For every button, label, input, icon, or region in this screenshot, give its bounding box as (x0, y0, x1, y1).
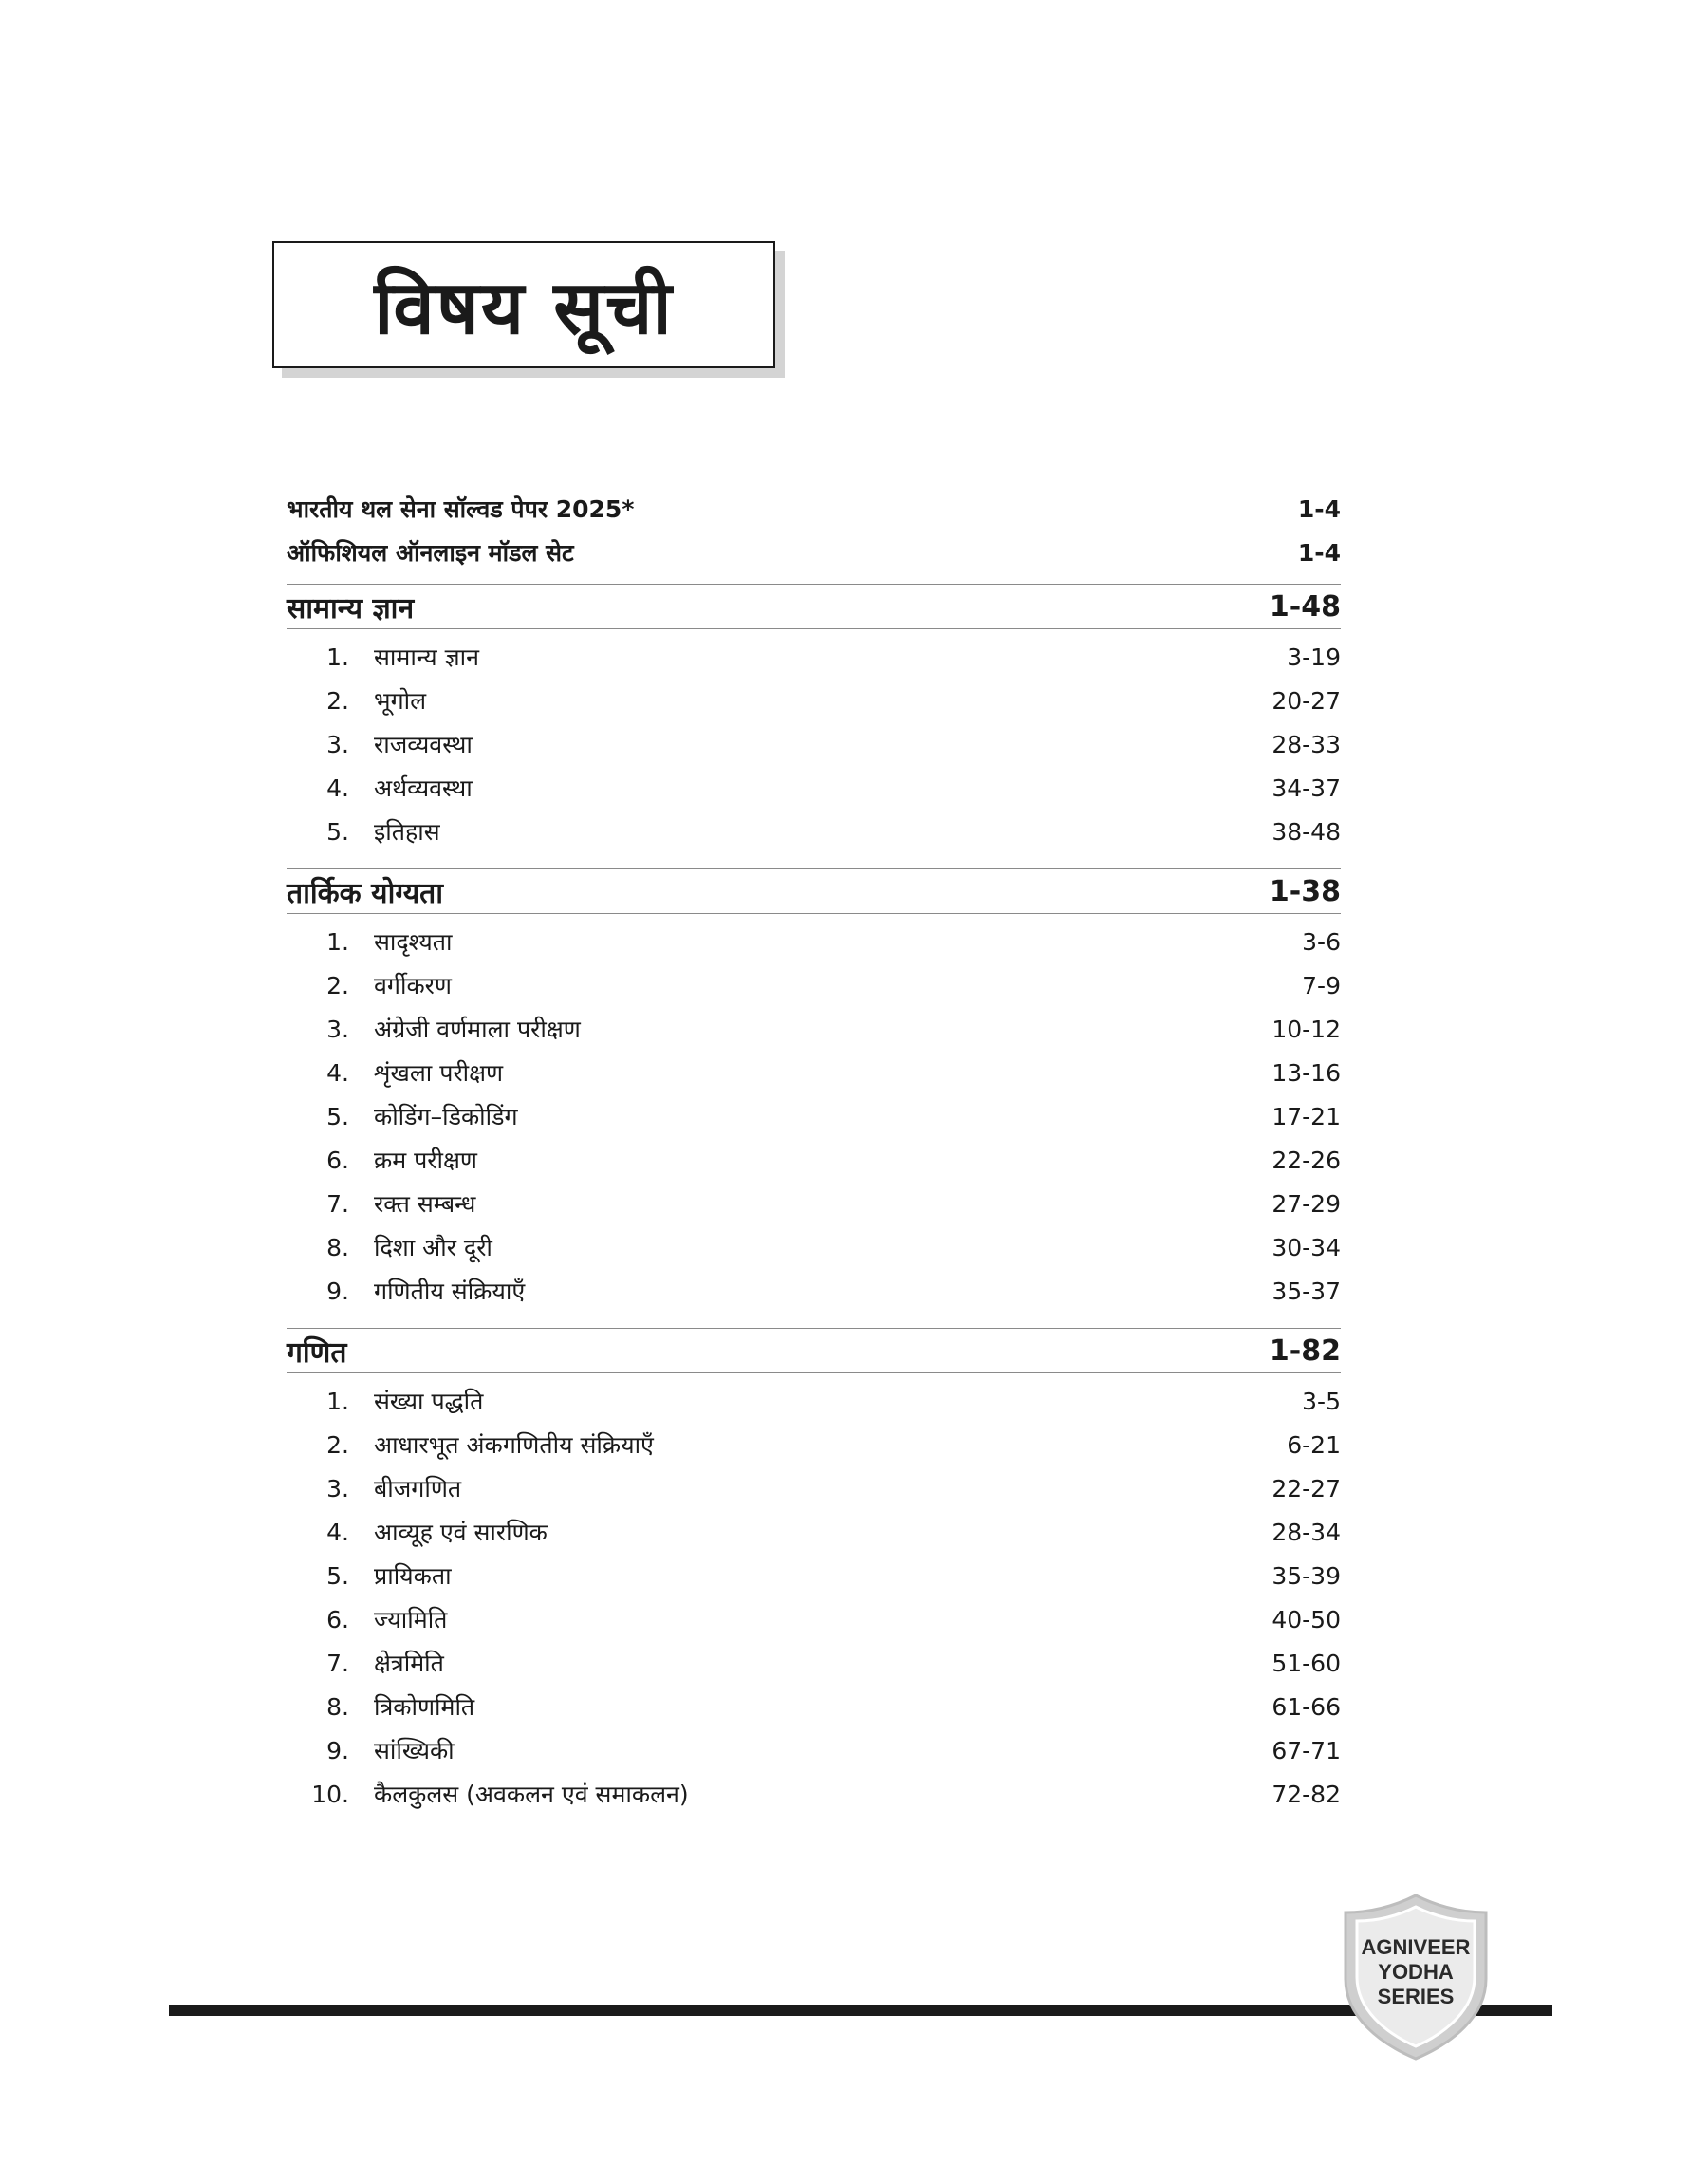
item-pages: 7-9 (1302, 971, 1341, 999)
item-number: 5. (326, 817, 349, 846)
item-pages: 38-48 (1272, 817, 1341, 846)
section-mathematics (287, 1328, 1341, 1821)
item-label: अंग्रेजी वर्णमाला परीक्षण (374, 1016, 581, 1043)
item-pages: 27-29 (1272, 1189, 1341, 1218)
item-label: क्षेत्रमिति (374, 1650, 444, 1677)
item-number: 6. (326, 1146, 349, 1174)
item-number: 5. (326, 1102, 349, 1130)
toc-item[interactable] (287, 1728, 1341, 1772)
item-label: रक्त सम्बन्ध (374, 1190, 476, 1218)
item-number: 1. (326, 1387, 349, 1415)
toc-item[interactable] (287, 1466, 1341, 1510)
badge-line-1: AGNIVEER (1361, 1935, 1471, 1959)
badge-line-3: SERIES (1377, 1985, 1455, 2008)
intro-row-pages: 1-4 (1297, 538, 1341, 567)
intro-row-pages: 1-4 (1297, 494, 1341, 523)
item-label: क्रम परीक्षण (374, 1147, 477, 1174)
item-number: 7. (326, 1649, 349, 1677)
toc-item[interactable] (287, 1051, 1341, 1094)
toc-item[interactable] (287, 1094, 1341, 1138)
item-pages: 3-6 (1302, 927, 1341, 956)
item-pages: 20-27 (1272, 686, 1341, 715)
item-label: गणितीय संक्रियाएँ (374, 1278, 526, 1305)
toc-item[interactable] (287, 963, 1341, 1007)
item-number: 4. (326, 1058, 349, 1087)
table-of-contents (287, 487, 1341, 1825)
badge-line-2: YODHA (1378, 1960, 1454, 1984)
item-number: 9. (326, 1736, 349, 1764)
toc-item[interactable] (287, 1182, 1341, 1225)
title-box (272, 241, 775, 368)
item-pages: 10-12 (1272, 1015, 1341, 1043)
item-pages: 22-26 (1272, 1146, 1341, 1174)
item-label: सादृश्यता (374, 928, 453, 956)
section-title: सामान्य ज्ञान (287, 591, 415, 625)
item-number: 4. (326, 774, 349, 802)
item-label: कोडिंग–डिकोडिंग (374, 1103, 518, 1130)
intro-row[interactable] (287, 531, 1341, 574)
item-pages: 67-71 (1272, 1736, 1341, 1764)
item-pages: 3-19 (1287, 643, 1341, 671)
item-pages: 34-37 (1272, 774, 1341, 802)
section-heading[interactable] (287, 584, 1341, 629)
item-label: आव्यूह एवं सारणिक (374, 1519, 548, 1546)
toc-item[interactable] (287, 810, 1341, 853)
section-pages: 1-82 (1269, 1334, 1341, 1368)
item-label: अर्थव्यवस्था (374, 774, 473, 802)
item-number: 2. (326, 1430, 349, 1459)
item-pages: 22-27 (1272, 1474, 1341, 1502)
item-pages: 28-34 (1272, 1518, 1341, 1546)
item-label: भूगोल (374, 687, 427, 715)
item-number: 9. (326, 1277, 349, 1305)
item-pages: 35-37 (1272, 1277, 1341, 1305)
section-title: तार्किक योग्यता (287, 876, 444, 910)
item-number: 2. (326, 971, 349, 999)
item-pages: 13-16 (1272, 1058, 1341, 1087)
item-label: संख्या पद्धति (374, 1388, 484, 1415)
intro-row[interactable] (287, 487, 1341, 531)
toc-item[interactable] (287, 1269, 1341, 1313)
page-title: विषय सूची (272, 241, 775, 368)
section-pages: 1-38 (1269, 874, 1341, 908)
item-pages: 40-50 (1272, 1605, 1341, 1633)
item-label: आधारभूत अंकगणितीय संक्रियाएँ (374, 1431, 654, 1459)
section-pages: 1-48 (1269, 589, 1341, 624)
item-label: राजव्यवस्था (374, 731, 473, 758)
toc-item[interactable] (287, 722, 1341, 766)
item-number: 3. (326, 1015, 349, 1043)
item-label: ज्यामिति (374, 1606, 448, 1633)
item-label: प्रायिकता (374, 1562, 452, 1590)
toc-item[interactable] (287, 1597, 1341, 1641)
item-pages: 28-33 (1272, 730, 1341, 758)
toc-item[interactable] (287, 920, 1341, 963)
item-number: 5. (326, 1561, 349, 1590)
item-pages: 51-60 (1272, 1649, 1341, 1677)
item-number: 3. (326, 730, 349, 758)
item-pages: 61-66 (1272, 1692, 1341, 1721)
item-pages: 3-5 (1302, 1387, 1341, 1415)
toc-item[interactable] (287, 1685, 1341, 1728)
section-heading[interactable] (287, 1328, 1341, 1373)
toc-item[interactable] (287, 1772, 1341, 1816)
item-number: 4. (326, 1518, 349, 1546)
item-number: 8. (326, 1692, 349, 1721)
toc-item[interactable] (287, 1641, 1341, 1685)
intro-row-label: भारतीय थल सेना सॉल्वड पेपर 2025* (287, 495, 635, 523)
toc-item[interactable] (287, 1379, 1341, 1423)
item-label: सामान्य ज्ञान (374, 644, 479, 671)
toc-item[interactable] (287, 1007, 1341, 1051)
section-reasoning (287, 868, 1341, 1318)
toc-item[interactable] (287, 1138, 1341, 1182)
item-number: 2. (326, 686, 349, 715)
item-label: इतिहास (374, 818, 440, 846)
item-label: दिशा और दूरी (374, 1234, 492, 1261)
toc-item[interactable] (287, 679, 1341, 722)
toc-item[interactable] (287, 766, 1341, 810)
item-number: 1. (326, 927, 349, 956)
toc-item[interactable] (287, 1423, 1341, 1466)
item-pages: 17-21 (1272, 1102, 1341, 1130)
item-pages: 35-39 (1272, 1561, 1341, 1590)
item-label: सांख्यिकी (374, 1737, 455, 1764)
item-pages: 72-82 (1272, 1780, 1341, 1808)
item-number: 10. (311, 1780, 349, 1808)
item-pages: 30-34 (1272, 1233, 1341, 1261)
item-number: 1. (326, 643, 349, 671)
item-number: 3. (326, 1474, 349, 1502)
section-heading[interactable] (287, 868, 1341, 914)
section-general-knowledge (287, 584, 1341, 859)
toc-item[interactable] (287, 635, 1341, 679)
item-number: 6. (326, 1605, 349, 1633)
item-number: 7. (326, 1189, 349, 1218)
shield-badge-icon (1338, 1892, 1494, 2061)
item-pages: 6-21 (1287, 1430, 1341, 1459)
item-label: वर्गीकरण (374, 972, 452, 999)
item-label: बीजगणित (374, 1475, 462, 1502)
toc-item[interactable] (287, 1510, 1341, 1554)
toc-item[interactable] (287, 1225, 1341, 1269)
item-label: कैलकुलस (अवकलन एवं समाकलन) (374, 1781, 689, 1808)
item-label: त्रिकोणमिति (374, 1693, 475, 1721)
toc-item[interactable] (287, 1554, 1341, 1597)
intro-row-label: ऑफिशियल ऑनलाइन मॉडल सेट (287, 539, 574, 567)
section-title: गणित (287, 1335, 347, 1370)
item-label: शृंखला परीक्षण (374, 1059, 504, 1087)
item-number: 8. (326, 1233, 349, 1261)
